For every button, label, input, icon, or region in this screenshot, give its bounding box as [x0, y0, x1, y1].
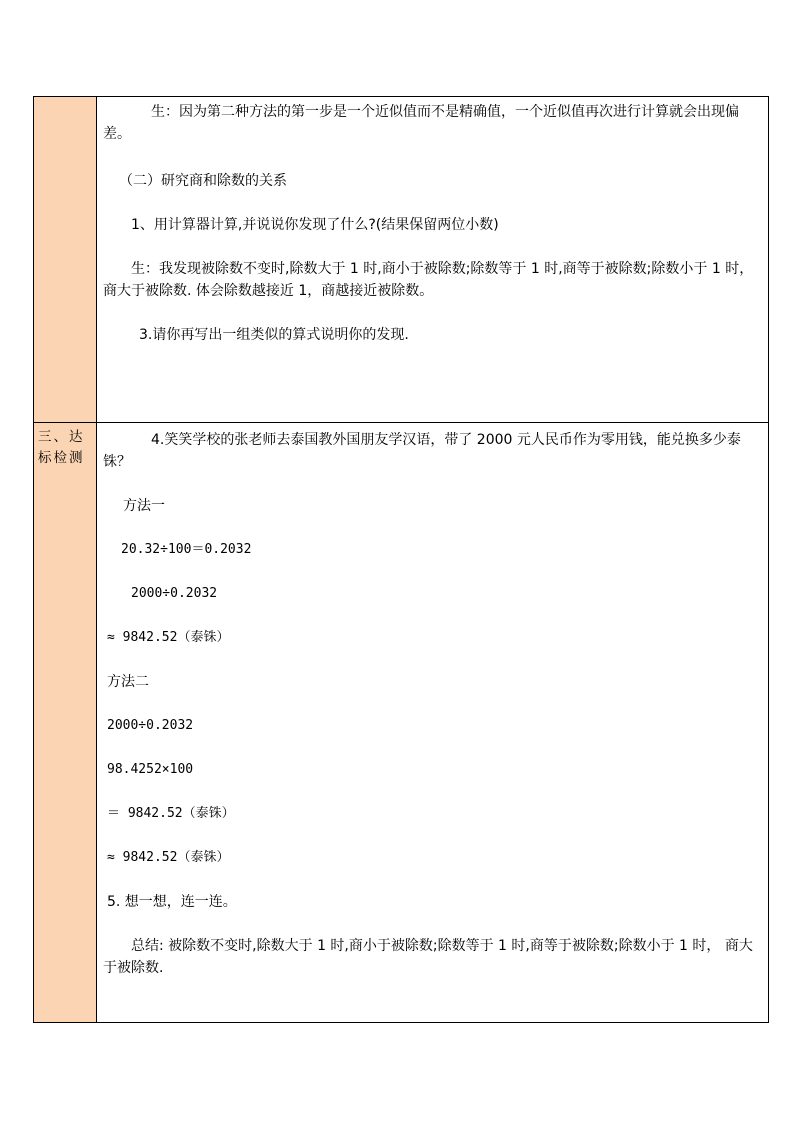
method2-line3: ＝ 9842.52（泰铢）: [107, 806, 235, 821]
summary: 总结: 被除数不变时,除数大于 1 时,商小于被除数;除数等于 1 时,商等于被除数;除数小于 1 时， 商大于被除数.: [103, 938, 753, 976]
task-write-example: 3.请你再写出一组类似的算式说明你的发现.: [139, 327, 409, 343]
method1-line2: 2000÷0.2032: [131, 586, 218, 601]
method2-line2: 98.4252×100: [107, 762, 194, 777]
problem-4: 4.笑笑学校的张老师去泰国教外国朋友学汉语，带了 2000 元人民币作为零用钱，能兑换多少泰铢？: [103, 432, 741, 470]
side-label-cell-assessment: [34, 423, 97, 1023]
section-heading-quotient-divisor: （二）研究商和除数的关系: [119, 173, 287, 189]
student-answer-deviation: 生：因为第二种方法的第一步是一个近似值而不是精确值，一个近似值再次进行计算就会出现偏差。: [103, 104, 739, 142]
method1-line1: 20.32÷100＝0.2032: [121, 542, 252, 557]
content-cell-discussion: [97, 97, 769, 423]
method1-line3: ≈ 9842.52（泰铢）: [107, 630, 230, 645]
item-5: 5. 想一想，连一连。: [107, 894, 237, 910]
task-calculator: 1、用计算器计算,并说说你发现了什么?(结果保留两位小数): [131, 217, 499, 233]
table-row-discussion: [34, 97, 769, 423]
method2-line1: 2000÷0.2032: [107, 718, 194, 733]
side-label-assessment: 三、达标检测: [38, 429, 85, 466]
method2-line4: ≈ 9842.52（泰铢）: [107, 850, 230, 865]
side-label-cell-empty: [34, 97, 97, 423]
content-cell-assessment: [97, 423, 769, 1023]
lesson-table: [33, 96, 769, 1023]
table-row-assessment: [34, 423, 769, 1023]
method2-title: 方法二: [107, 674, 149, 690]
method1-title: 方法一: [123, 498, 165, 514]
side-label: [34, 97, 96, 101]
student-finding: 生：我发现被除数不变时,除数大于 1 时,商小于被除数;除数等于 1 时,商等于被除数;除数小于 1 时， 商大于被除数. 体会除数越接近 1，商越接近被除数。: [103, 261, 758, 299]
